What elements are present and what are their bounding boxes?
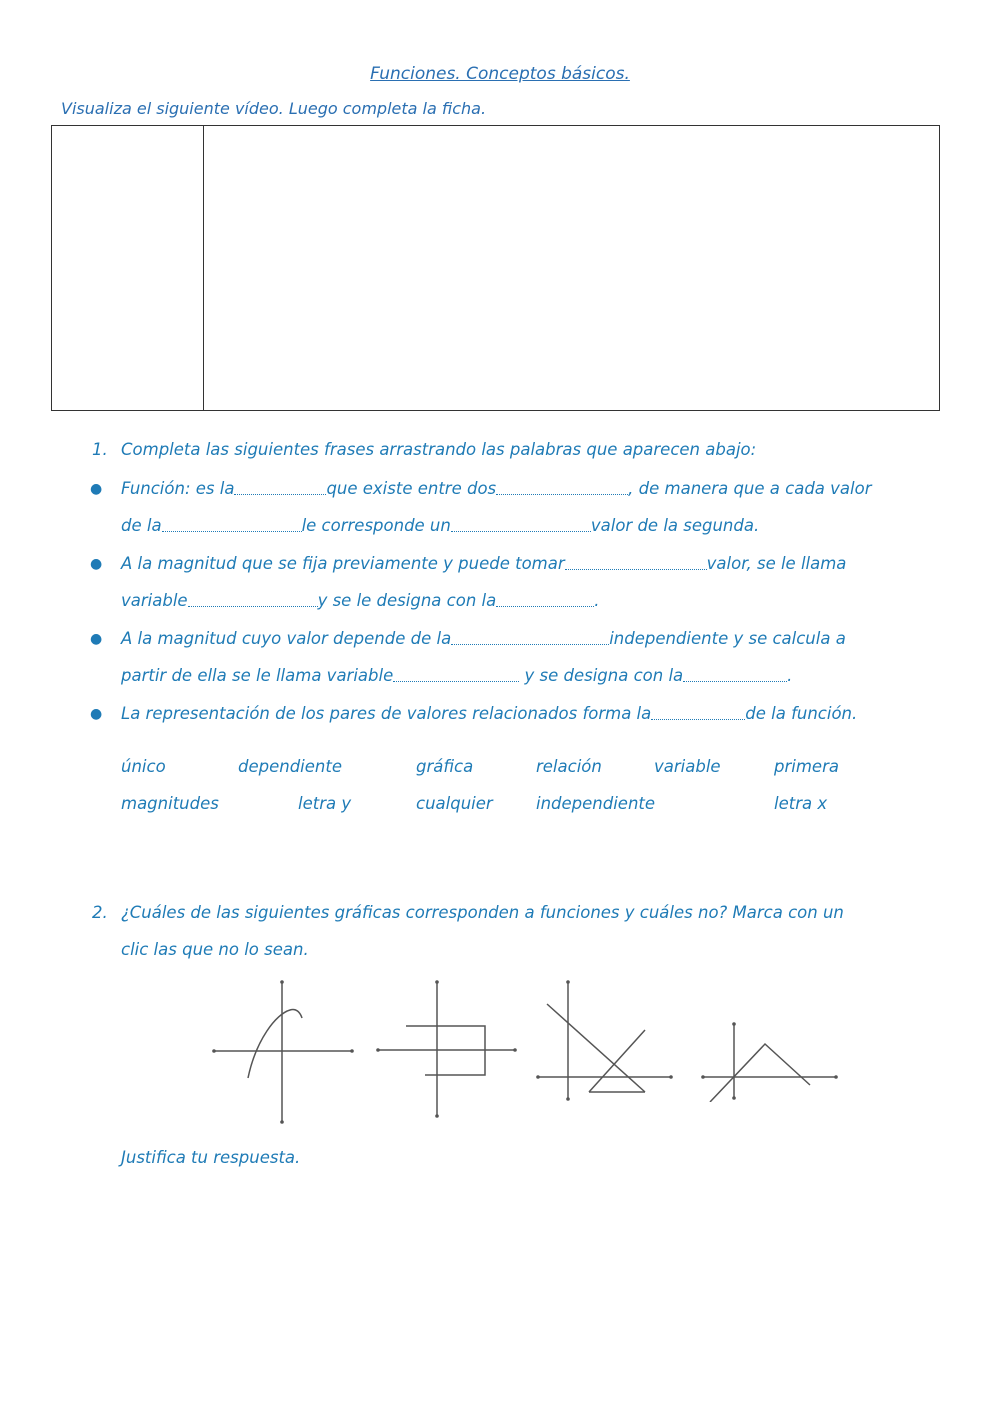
blank-1[interactable] [234, 478, 326, 495]
blank-10[interactable] [683, 665, 787, 682]
bullet-1-line-1: Función: es la que existe entre dos , de manera que a cada valor [121, 479, 872, 498]
video-frame[interactable] [51, 125, 940, 411]
word-variable[interactable]: variable [654, 757, 721, 776]
word-primera[interactable]: primera [774, 757, 839, 776]
bullet-icon: ● [90, 631, 103, 647]
instruction-text: Visualiza el siguiente vídeo. Luego completa la ficha. [61, 99, 487, 118]
q2-number: 2. [92, 903, 108, 922]
blank-9[interactable] [393, 665, 519, 682]
bullet-icon: ● [90, 706, 103, 722]
blank-4[interactable] [451, 515, 591, 532]
q2-prompt-line-2: clic las que no lo sean. [121, 940, 309, 959]
word-magnitudes[interactable]: magnitudes [121, 794, 219, 813]
word-relacion[interactable]: relación [536, 757, 602, 776]
bullet-2-line-1: A la magnitud que se fija previamente y puede tomar valor, se le llama [121, 554, 847, 573]
blank-7[interactable] [496, 590, 594, 607]
bullet-3-line-2: partir de ella se le llama variable y se designa con la . [121, 666, 793, 685]
bullet-1-line-2: de la le corresponde un valor de la segunda. [121, 516, 760, 535]
word-cualquier[interactable]: cualquier [416, 794, 493, 813]
word-letra-x[interactable]: letra x [774, 794, 828, 813]
bullet-4-line-1: La representación de los pares de valores relacionados forma la de la función. [121, 704, 858, 723]
blank-5[interactable] [565, 553, 707, 570]
graph-3[interactable] [535, 978, 675, 1103]
blank-8[interactable] [451, 628, 609, 645]
blank-6[interactable] [188, 590, 318, 607]
word-independiente[interactable]: independiente [536, 794, 656, 813]
bullet-3-line-1: A la magnitud cuyo valor depende de la independiente y se calcula a [121, 629, 846, 648]
blank-11[interactable] [651, 703, 745, 720]
word-unico[interactable]: único [121, 757, 166, 776]
word-letra-y[interactable]: letra y [298, 794, 352, 813]
graph-2[interactable] [375, 978, 520, 1120]
bullet-icon: ● [90, 481, 103, 497]
blank-2[interactable] [496, 478, 628, 495]
q1-number: 1. [92, 440, 108, 459]
graph-1[interactable] [210, 980, 360, 1125]
justify-prompt: Justifica tu respuesta. [121, 1148, 301, 1167]
bullet-icon: ● [90, 556, 103, 572]
graph-4[interactable] [700, 1020, 840, 1102]
q1-prompt: Completa las siguientes frases arrastrando las palabras que aparecen abajo: [121, 440, 757, 459]
word-grafica[interactable]: gráfica [416, 757, 474, 776]
q2-prompt-line-1: ¿Cuáles de las siguientes gráficas corresponden a funciones y cuáles no? Marca con un [121, 903, 844, 922]
page-title: Funciones. Conceptos básicos. [370, 64, 630, 84]
bullet-2-line-2: variable y se le designa con la . [121, 591, 600, 610]
word-dependiente[interactable]: dependiente [238, 757, 342, 776]
video-side-cell [52, 126, 204, 410]
blank-3[interactable] [162, 515, 302, 532]
